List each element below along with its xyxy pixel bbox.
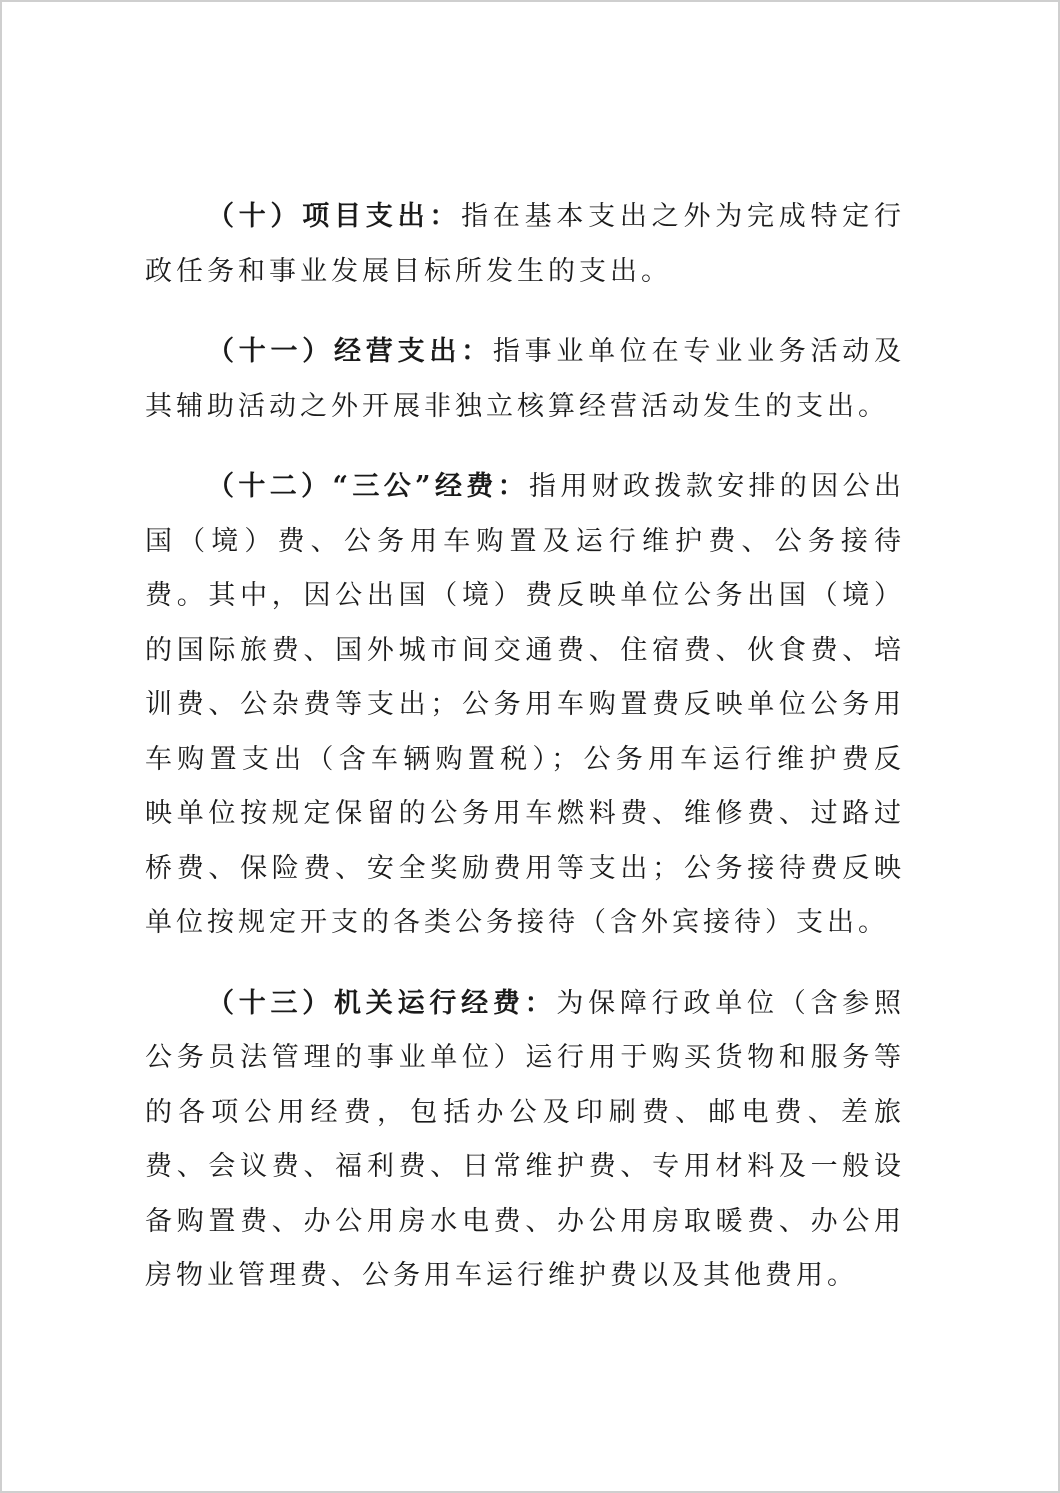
document-body (145, 190, 905, 1330)
paragraph-item-12 (145, 460, 905, 951)
paragraph-item-10 (145, 190, 905, 299)
paragraph-text: 为保障行政单位（含参照公务员法管理的事业单位）运行用于购买货物和服务等的各项公用经费，包括办公及印刷费、邮电费、差旅费、会议费、福利费、日常维护费、专用材料及一般设备购置费、办公用房水电费、办公用房取暖费、办公用房物业管理费、公务用车运行维护费以及其他费用。 (145, 987, 906, 1291)
paragraph-text: 指用财政拨款安排的因公出国（境）费、公务用车购置及运行维护费、公务接待费。其中，因公出国（境）费反映单位公务出国（境）的国际旅费、国外城市间交通费、住宿费、伙食费、培训费、公杂费等支出；公务用车购置费反映单位公务用车购置支出（含车辆购置税）；公务用车运行维护费反映单位按规定保留的公务用车燃料费、维修费、过路过桥费、保险费、安全奖励费用等支出；公务接待费反映单位按规定开支的各类公务接待（含外宾接待）支出。 (145, 471, 905, 938)
paragraph-term: （十二）“三公”经费： (207, 471, 530, 502)
paragraph-text: 指在基本支出之外为完成特定行政任务和事业发展目标所发生的支出。 (145, 201, 906, 287)
paragraph-text: 指事业单位在专业业务活动及其辅助活动之外开展非独立核算经营活动发生的支出。 (145, 336, 906, 422)
paragraph-term: （十三）机关运行经费： (207, 987, 557, 1019)
paragraph-item-11 (145, 325, 905, 434)
paragraph-item-13 (145, 977, 905, 1304)
paragraph-term: （十）项目支出： (207, 201, 462, 232)
paragraph-term: （十一）经营支出： (207, 336, 493, 367)
